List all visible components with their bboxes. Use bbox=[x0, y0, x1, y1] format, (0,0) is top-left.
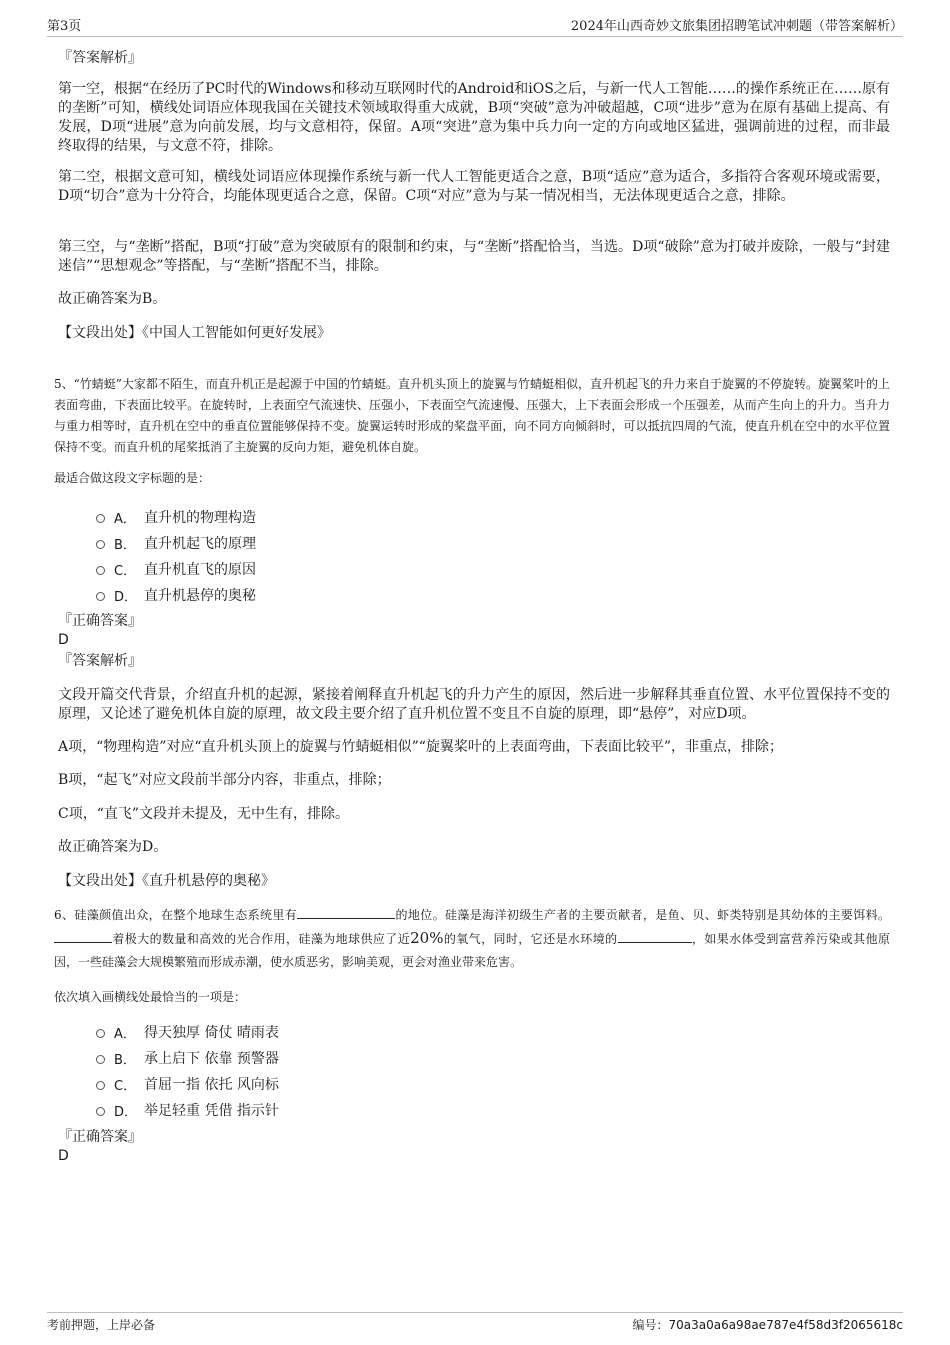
q5-analysis-para-4: C项，“直飞”文段并未提及，无中生有，排除。 bbox=[58, 806, 350, 822]
blank-3 bbox=[618, 930, 692, 943]
q5-stem: 5、“竹蜻蜓”大家都不陌生，而直升机正是起源于中国的竹蜻蜓。直升机头顶上的旋翼与竹蜻蜓相似，直升机起飞的升力来自于旋翼的不停旋转。旋翼桨叶的上表面弯曲，下表面比较平。在旋转时，上表面空气流速快、压强小，下表面空气流速慢、压强大，上下表面会形成一个压强差，从而产生向上的升力。当升力与重力相等时，直升机在空中的垂直位置能够保持不变。旋翼运转时形成的桨盘平面，向不同方向倾斜时，可以抵抗四周的气流，使直升机在空中的水平位置保持不变。而直升机的尾桨抵消了主旋翼的反向力矩，避免机体自旋。 bbox=[54, 377, 890, 454]
q6-stem: 6、硅藻颜值出众，在整个地球生态系统里有 的地位。硅藻是海洋初级生产者的主要贡献者，是鱼、贝、虾类特别是其幼体的主要饵料。着极大的数量和高效的光合作用，硅藻为地球供应了近20%的氧气，同时，它还是水环境的 ，如果水体受到富营养污染或其他原因，一些硅藻会大规模繁殖而形成赤潮，使水质恶劣，影响美观，更会对渔业带来危害。 bbox=[54, 908, 890, 969]
q5-option-b[interactable]: B． 直升机起飞的原理 bbox=[96, 533, 256, 553]
q5-analysis-para-3: B项，“起飞”对应文段前半部分内容，非重点，排除； bbox=[58, 772, 391, 788]
q5-conclusion: 故正确答案为D。 bbox=[58, 839, 168, 855]
radio-icon[interactable] bbox=[96, 514, 105, 523]
radio-icon[interactable] bbox=[96, 1107, 105, 1116]
q5-option-d[interactable]: D． 直升机悬停的奥秘 bbox=[96, 585, 256, 605]
q5-option-a[interactable]: A． 直升机的物理构造 bbox=[96, 507, 256, 527]
radio-icon[interactable] bbox=[96, 1029, 105, 1038]
radio-icon[interactable] bbox=[96, 1055, 105, 1064]
page-header bbox=[47, 12, 903, 37]
q6-option-c[interactable]: C． 首屈一指 依托 风向标 bbox=[96, 1074, 279, 1094]
radio-icon[interactable] bbox=[96, 566, 105, 575]
q4-analysis-label: 『答案解析』 bbox=[58, 50, 142, 66]
radio-icon[interactable] bbox=[96, 1081, 105, 1090]
q6-question: 依次填入画横线处最恰当的一项是： bbox=[54, 990, 247, 1004]
page-footer bbox=[47, 1312, 903, 1333]
radio-icon[interactable] bbox=[96, 592, 105, 601]
q5-option-c[interactable]: C． 直升机直飞的原因 bbox=[96, 559, 256, 579]
q4-analysis-para-1: 第一空，根据“在经历了PC时代的Windows和移动互联网时代的Android和iOS之后，与新一代人工智能……的操作系统正在……原有的垄断”可知，横线处词语应体现我国在关键技术领域取得重大成就，B项“突破”意为冲破超越，C项“进步”意为在原有基础上提高、有发展，D项“进展”意为向前发展，均与文意相符，保留。A项“突进”意为集中兵力向一定的方向或地区猛进，强调前进的过程，而非最终取得的结果，与文意不符，排除。 bbox=[58, 81, 890, 154]
q5-analysis-label: 『答案解析』 bbox=[58, 653, 142, 669]
q6-option-d[interactable]: D． 举足轻重 凭借 指示针 bbox=[96, 1100, 279, 1120]
blank-1 bbox=[297, 906, 395, 919]
q4-analysis-para-2: 第二空，根据文意可知，横线处词语应体现操作系统与新一代人工智能更适合之意，B项“适应”意为适合，多指符合客观环境或需要，D项“切合”意为十分符合，均能体现更适合之意，保留。C项“对应”意为与某一情况相当，无法体现更适合之意，排除。 bbox=[58, 169, 890, 204]
q4-conclusion: 故正确答案为B。 bbox=[58, 291, 167, 307]
q5-answer: D bbox=[58, 632, 69, 648]
q5-analysis-para-2: A项，“物理构造”对应“直升机头顶上的旋翼与竹蜻蜓相似”“旋翼桨叶的上表面弯曲，下表面比较平”，非重点，排除； bbox=[58, 739, 784, 755]
q4-source: 【文段出处】《中国人工智能如何更好发展》 bbox=[58, 325, 331, 341]
q6-option-b[interactable]: B． 承上启下 依靠 预警器 bbox=[96, 1048, 279, 1068]
footer-slogan: 考前押题，上岸必备 bbox=[47, 1318, 156, 1332]
q6-option-a[interactable]: A． 得天独厚 倚仗 晴雨表 bbox=[96, 1022, 279, 1042]
document-title: 2024年山西奇妙文旅集团招聘笔试冲刺题（带答案解析） bbox=[570, 19, 903, 34]
q5-source: 【文段出处】《直升机悬停的奥秘》 bbox=[58, 873, 275, 889]
q4-analysis-para-3: 第三空，与“垄断”搭配，B项“打破”意为突破原有的限制和约束，与“垄断”搭配恰当，当选。D项“破除”意为打破并废除，一般与“封建迷信”“思想观念”等搭配，与“垄断”搭配不当，排除。 bbox=[58, 239, 890, 274]
document-code: 编号：70a3a0a6a98ae787e4f58d3f2065618c bbox=[632, 1318, 903, 1332]
blank-2 bbox=[54, 930, 112, 943]
q5-answer-label: 『正确答案』 bbox=[58, 613, 142, 629]
q5-analysis-para-1: 文段开篇交代背景，介绍直升机的起源，紧接着阐释直升机起飞的升力产生的原因，然后进一步解释其垂直位置、水平位置保持不变的原理，又论述了避免机体自旋的原理，故文段主要介绍了直升机位置不变且不自旋的原理，即“悬停”，对应D项。 bbox=[58, 687, 890, 722]
radio-icon[interactable] bbox=[96, 540, 105, 549]
q5-question: 最适合做这段文字标题的是： bbox=[54, 471, 211, 485]
q6-answer: D bbox=[58, 1148, 69, 1164]
page-number: 第3页 bbox=[47, 19, 82, 34]
q6-answer-label: 『正确答案』 bbox=[58, 1129, 142, 1145]
